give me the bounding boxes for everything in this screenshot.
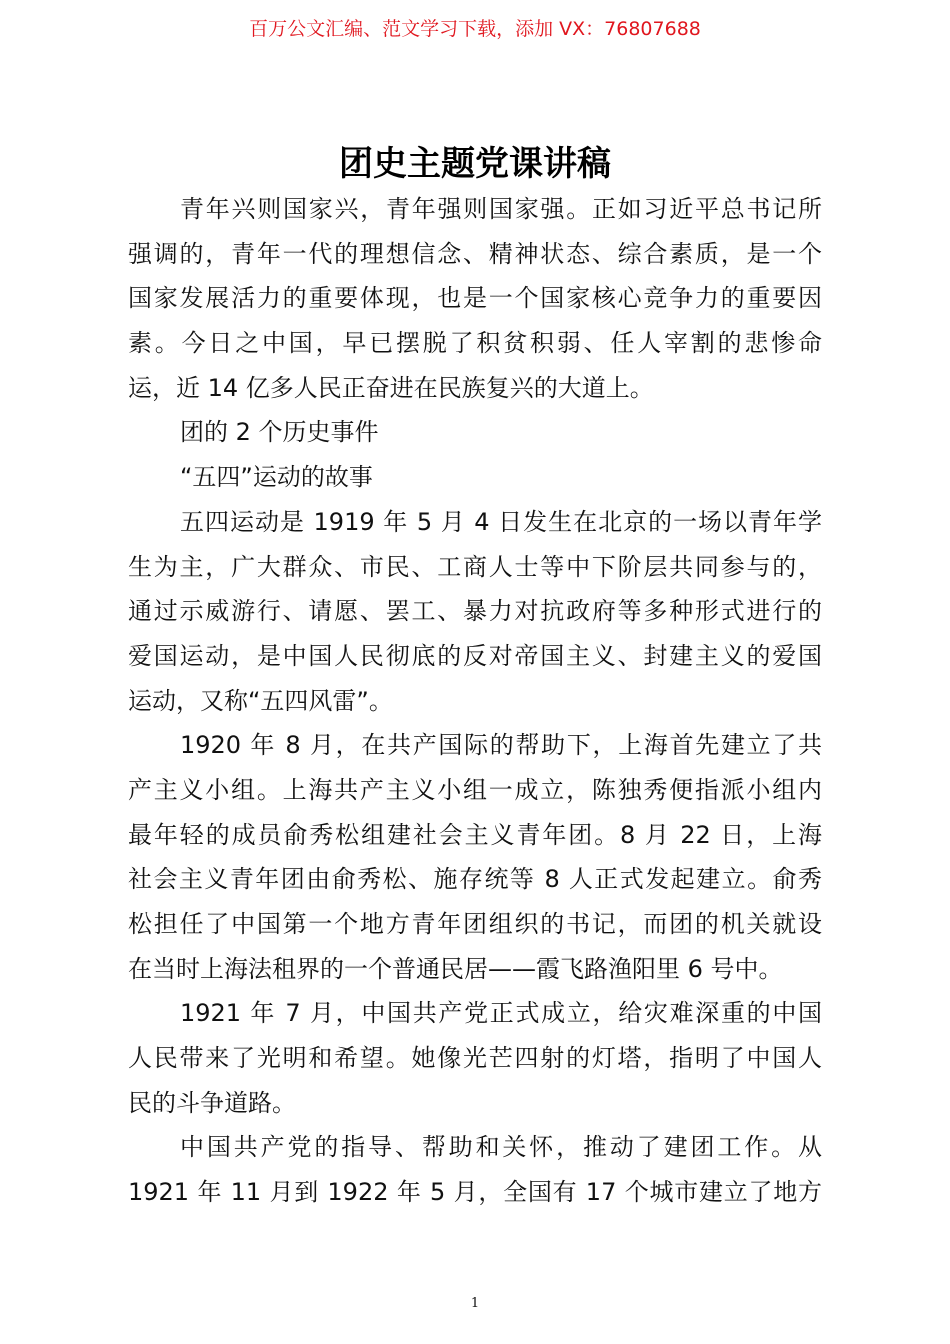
text-line: “五四”运动的故事 (180, 463, 373, 492)
paragraph (128, 410, 822, 455)
text-line: 产主义小组。上海共产主义小组一成立，陈独秀便指派小组内 (128, 775, 822, 804)
paragraph (128, 723, 822, 991)
page-number: 1 (470, 1296, 480, 1311)
text-line: 爱国运动，是中国人民彻底的反对帝国主义、封建主义的爱国 (128, 641, 822, 670)
watermark-banner: 百万公文汇编、范文学习下载，添加 VX：76807688 (249, 18, 701, 40)
text-line: 1921 年 7 月，中国共产党正式成立，给灾难深重的中国 (180, 999, 822, 1028)
text-line: 运动，又称“五四风雷”。 (128, 686, 393, 715)
text-line: 最年轻的成员俞秀松组建社会主义青年团。8 月 22 日，上海 (128, 820, 822, 849)
text-line: 在当时上海法租界的一个普通民居——霞飞路渔阳里 6 号中。 (128, 954, 783, 983)
text-line: 通过示威游行、请愿、罢工、暴力对抗政府等多种形式进行的 (128, 597, 822, 626)
text-line: 中国共产党的指导、帮助和关怀，推动了建团工作。从 (180, 1133, 822, 1162)
document-body (128, 187, 822, 1215)
text-line: 团的 2 个历史事件 (180, 418, 379, 447)
text-line: 运，近 14 亿多人民正奋进在民族复兴的大道上。 (128, 373, 654, 402)
text-line: 五四运动是 1919 年 5 月 4 日发生在北京的一场以青年学 (180, 507, 822, 536)
text-line: 生为主，广大群众、市民、工商人士等中下阶层共同参与的， (128, 552, 822, 581)
paragraph (128, 455, 822, 500)
text-line: 人民带来了光明和希望。她像光芒四射的灯塔，指明了中国人 (128, 1044, 822, 1073)
text-line: 国家发展活力的重要体现，也是一个国家核心竞争力的重要因 (128, 284, 822, 313)
text-line: 强调的，青年一代的理想信念、精神状态、综合素质，是一个 (128, 239, 822, 268)
text-line: 社会主义青年团由俞秀松、施存统等 8 人正式发起建立。俞秀 (128, 865, 822, 894)
paragraph (128, 187, 822, 410)
text-line: 青年兴则国家兴，青年强则国家强。正如习近平总书记所 (180, 195, 822, 223)
text-line: 民的斗争道路。 (128, 1088, 296, 1117)
text-line: 1920 年 8 月，在共产国际的帮助下，上海首先建立了共 (180, 731, 822, 760)
text-line: 素。今日之中国，早已摆脱了积贫积弱、任人宰割的悲惨命 (128, 329, 822, 358)
text-line: 松担任了中国第一个地方青年团组织的书记，而团的机关就设 (128, 910, 822, 938)
text-line: 1921 年 11 月到 1922 年 5 月，全国有 17 个城市建立了地方 (128, 1178, 822, 1207)
paragraph (128, 500, 822, 723)
document-title: 团史主题党课讲稿 (339, 144, 611, 184)
paragraph (128, 1125, 822, 1214)
paragraph (128, 991, 822, 1125)
